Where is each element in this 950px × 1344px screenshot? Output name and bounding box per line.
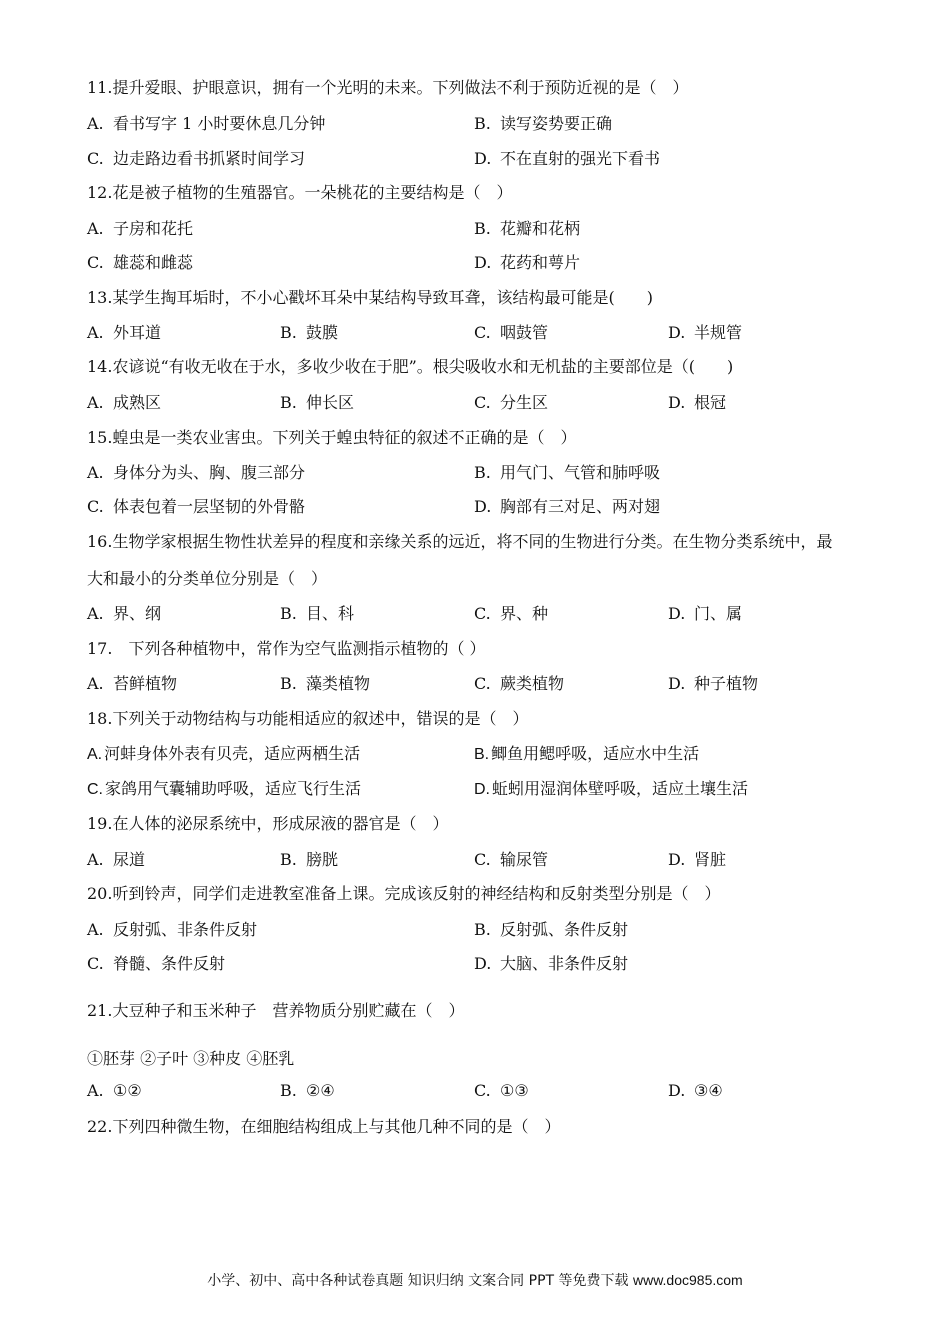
option-17-b: B. 藻类植物 xyxy=(280,674,371,693)
option-14-b: B. 伸长区 xyxy=(280,393,355,412)
option-20-c: C. 脊髓、条件反射 xyxy=(87,954,226,973)
question-18-stem: 18.下列关于动物结构与功能相适应的叙述中，错误的是（ ） xyxy=(87,709,529,728)
option-18-b: B. 鲫鱼用鳃呼吸，适应水中生活 xyxy=(474,744,700,763)
option-15-a: A. 身体分为头、胸、腹三部分 xyxy=(87,463,306,482)
question-20-stem: 20.听到铃声，同学们走进教室准备上课。完成该反射的神经结构和反射类型分别是（ ） xyxy=(87,884,721,903)
question-17-stem: 17. 下列各种植物中，常作为空气监测指示植物的（ ） xyxy=(87,639,486,658)
option-14-a: A. 成熟区 xyxy=(87,393,162,412)
option-21-c: C. ①③ xyxy=(474,1081,529,1100)
option-16-c: C. 界、种 xyxy=(474,604,549,623)
option-21-d: D. ③④ xyxy=(668,1081,723,1100)
option-12-c: C. 雄蕊和雌蕊 xyxy=(87,253,194,272)
question-22-stem: 22.下列四种微生物，在细胞结构组成上与其他几种不同的是（ ） xyxy=(87,1117,561,1136)
option-13-d: D. 半规管 xyxy=(668,323,743,342)
question-11-stem: 11.提升爱眼、护眼意识，拥有一个光明的未来。下列做法不利于预防近视的是（ ） xyxy=(87,78,689,97)
question-13-stem: 13.某学生掏耳垢时，不小心戳坏耳朵中某结构导致耳聋，该结构最可能是( ) xyxy=(87,288,653,307)
option-18-d: D. 蚯蚓用湿润体壁呼吸，适应土壤生活 xyxy=(474,779,749,798)
option-19-c: C. 输尿管 xyxy=(474,850,549,869)
option-12-d: D. 花药和萼片 xyxy=(474,253,581,272)
footer-text: 小学、初中、高中各种试卷真题 知识归纳 文案合同 PPT 等免费下载 xyxy=(207,1273,629,1289)
question-15-stem: 15.蝗虫是一类农业害虫。下列关于蝗虫特征的叙述不正确的是（ ） xyxy=(87,428,577,447)
question-21-stem: 21.大豆种子和玉米种子 营养物质分别贮藏在（ ） xyxy=(87,1001,465,1020)
option-19-b: B. 膀胱 xyxy=(280,850,339,869)
option-20-d: D. 大脑、非条件反射 xyxy=(474,954,629,973)
option-11-d: D. 不在直射的强光下看书 xyxy=(474,149,661,168)
option-12-b: B. 花瓣和花柄 xyxy=(474,219,581,238)
option-11-b: B. 读写姿势要正确 xyxy=(474,114,613,133)
footer-site-link[interactable]: www.doc985.com xyxy=(632,1272,743,1288)
option-17-c: C. 蕨类植物 xyxy=(474,674,565,693)
option-16-d: D. 门、属 xyxy=(668,604,743,623)
option-18-c: C. 家鸽用气囊辅助呼吸，适应飞行生活 xyxy=(87,779,362,798)
option-21-a: A. ①② xyxy=(87,1081,142,1100)
option-13-a: A. 外耳道 xyxy=(87,323,162,342)
option-15-d: D. 胸部有三对足、两对翅 xyxy=(474,497,661,516)
option-16-b: B. 目、科 xyxy=(280,604,355,623)
option-12-a: A. 子房和花托 xyxy=(87,219,194,238)
option-20-b: B. 反射弧、条件反射 xyxy=(474,920,629,939)
option-15-c: C. 体表包着一层坚韧的外骨骼 xyxy=(87,497,306,516)
option-14-d: D. 根冠 xyxy=(668,393,727,412)
option-16-a: A. 界、纲 xyxy=(87,604,162,623)
question-16-stem-continued: 大和最小的分类单位分别是（ ） xyxy=(87,569,328,588)
option-19-d: D. 肾脏 xyxy=(668,850,727,869)
option-15-b: B. 用气门、气管和肺呼吸 xyxy=(474,463,661,482)
option-11-c: C. 边走路边看书抓紧时间学习 xyxy=(87,149,306,168)
page-footer xyxy=(0,1270,950,1290)
option-13-b: B. 鼓膜 xyxy=(280,323,339,342)
question-12-stem: 12.花是被子植物的生殖器官。一朵桃花的主要结构是（ ） xyxy=(87,183,513,202)
option-18-a: A. 河蚌身体外表有贝壳，适应两栖生活 xyxy=(87,744,361,763)
question-21-choices-list: ①胚芽 ②子叶 ③种皮 ④胚乳 xyxy=(87,1049,295,1068)
question-16-stem: 16.生物学家根据生物性状差异的程度和亲缘关系的远近，将不同的生物进行分类。在生物分类系统中，最 xyxy=(87,532,833,551)
option-21-b: B. ②④ xyxy=(280,1081,335,1100)
question-14-stem: 14.农谚说“有收无收在于水，多收少收在于肥”。根尖吸收水和无机盐的主要部位是（( ) xyxy=(87,357,734,376)
option-17-d: D. 种子植物 xyxy=(668,674,759,693)
option-14-c: C. 分生区 xyxy=(474,393,549,412)
question-19-stem: 19.在人体的泌尿系统中，形成尿液的器官是（ ） xyxy=(87,814,449,833)
option-11-a: A. 看书写字 1 小时要休息几分钟 xyxy=(87,114,326,133)
option-17-a: A. 苔鲜植物 xyxy=(87,674,178,693)
option-20-a: A. 反射弧、非条件反射 xyxy=(87,920,258,939)
option-13-c: C. 咽鼓管 xyxy=(474,323,549,342)
option-19-a: A. 尿道 xyxy=(87,850,146,869)
